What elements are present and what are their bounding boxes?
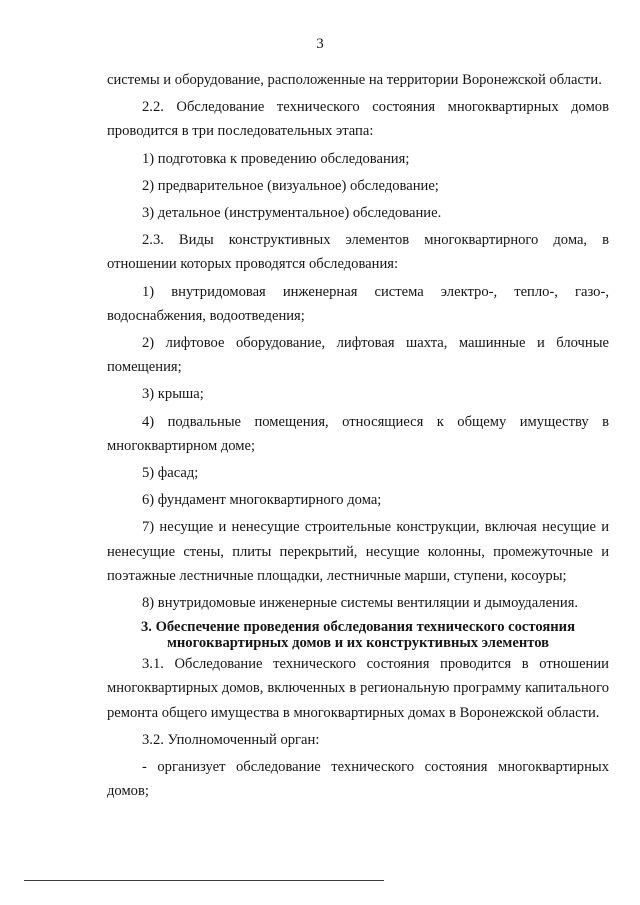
document-body [107, 68, 609, 803]
list-item-stage-2: 2) предварительное (визуальное) обследование; [142, 177, 439, 194]
list-item-element-4: 4) подвальные помещения, относящиеся к общему имуществу в многоквартирном доме; [107, 413, 609, 454]
paragraph-3-1: 3.1. Обследование технического состояния проводится в отношении многоквартирных домов, включенных в региональную программу капитального ремонта общего имущества в многоквартирных домах в Воронежской области. [107, 656, 609, 721]
list-item-element-2: 2) лифтовое оборудование, лифтовая шахта, машинные и блочные помещения; [107, 335, 609, 376]
list-item-element-3: 3) крыша; [142, 386, 204, 403]
list-item-element-5: 5) фасад; [142, 465, 199, 482]
paragraph-3-2: 3.2. Уполномоченный орган: [142, 731, 320, 748]
section-3-heading-line-1: 3. Обеспечение проведения обследования технического состояния [140, 619, 575, 636]
paragraph-systems-continuation: системы и оборудование, расположенные на территории Воронежской области. [107, 72, 602, 88]
footer-divider [24, 880, 384, 881]
paragraph-3-2-item-1: - организует обследование технического состояния многоквартирных домов; [107, 759, 609, 800]
paragraph-2-2: 2.2. Обследование технического состояния многоквартирных домов проводится в три последовательных этапа: [107, 99, 609, 140]
paragraph-2-3: 2.3. Виды конструктивных элементов многоквартирного дома, в отношении которых проводятся обследования: [107, 232, 609, 273]
section-3-heading-line-2: многоквартирных домов и их конструктивных элементов [166, 634, 550, 651]
list-item-element-1: 1) внутридомовая инженерная система электро-, тепло-, газо-, водоснабжения, водоотведения; [107, 283, 609, 324]
list-item-element-6: 6) фундамент многоквартирного дома; [142, 492, 382, 509]
section-3-heading [107, 620, 609, 651]
list-item-stage-1: 1) подготовка к проведению обследования; [142, 150, 410, 167]
list-item-element-7: 7) несущие и ненесущие строительные конструкции, включая несущие и ненесущие стены, плиты перекрытий, несущие колонны, промежуточные и поэтажные лестничные площадки, лестничные марши, ступени, косоуры; [107, 519, 609, 584]
list-item-stage-3: 3) детальное (инструментальное) обследование. [142, 205, 442, 222]
page-number: 3 [316, 36, 324, 52]
list-item-element-8: 8) внутридомовые инженерные системы вентиляции и дымоудаления. [142, 595, 579, 612]
